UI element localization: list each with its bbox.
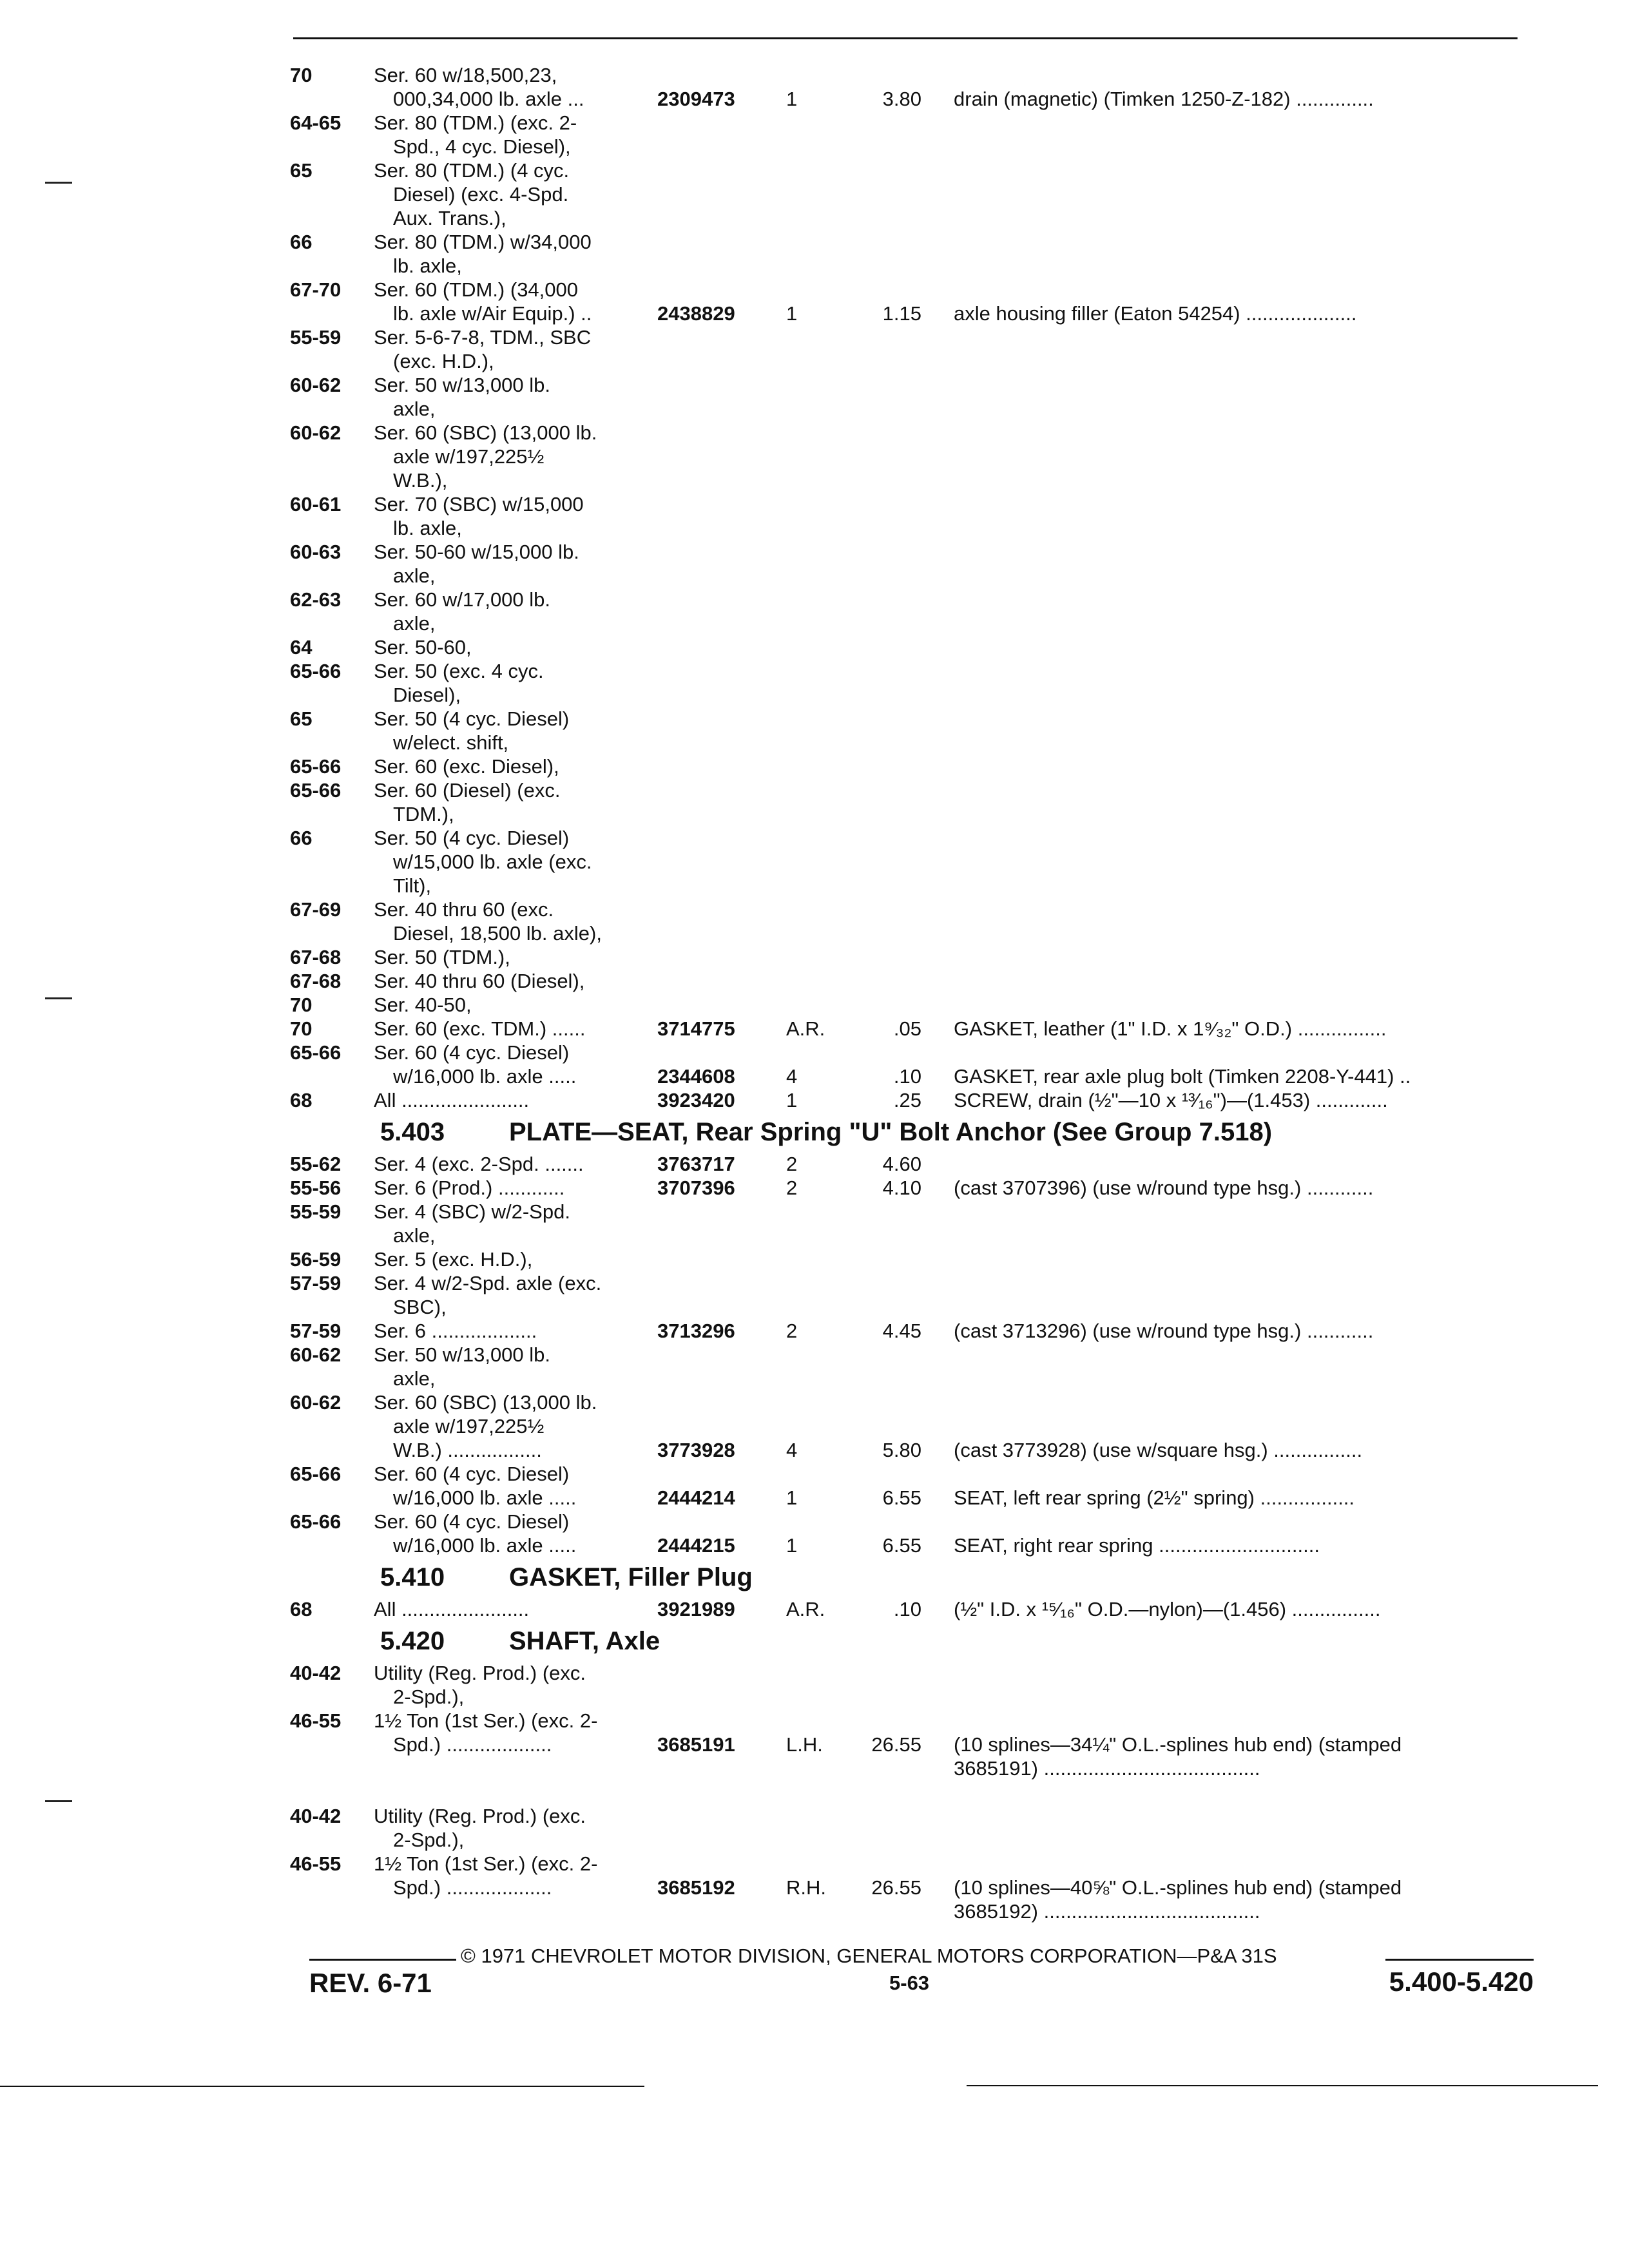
- application-text: Ser. 6 (Prod.) ............: [374, 1177, 565, 1199]
- list-item: [284, 1247, 1547, 1271]
- part-description: GASKET, leather (1" I.D. x 1⁹⁄₃₂" O.D.) ................: [954, 1017, 1387, 1040]
- list-item: [284, 373, 1547, 397]
- list-item: [284, 778, 1547, 802]
- list-item: [284, 302, 1547, 325]
- part-description: SEAT, right rear spring .............................: [954, 1534, 1320, 1557]
- model-years: 64: [290, 636, 313, 658]
- application-text: Ser. 50 (4 cyc. Diesel): [374, 827, 570, 849]
- application-text: Ser. 60 w/18,500,23,: [374, 64, 557, 86]
- model-years: 70: [290, 1017, 313, 1040]
- list-item: [284, 1756, 1547, 1780]
- list-item: [284, 945, 1547, 969]
- part-number: 3685192: [657, 1876, 735, 1899]
- list-item: [284, 1414, 1547, 1438]
- list-item: [284, 254, 1547, 278]
- price: 5.80: [882, 1439, 921, 1461]
- quantity: 1: [786, 1089, 798, 1111]
- margin-tick: [45, 182, 72, 184]
- application-text: w/elect. shift,: [393, 731, 509, 754]
- list-item: [284, 540, 1547, 564]
- model-years: 60-63: [290, 541, 342, 563]
- part-number: 2438829: [657, 302, 735, 325]
- quantity: 2: [786, 1177, 798, 1199]
- price: 4.60: [882, 1153, 921, 1175]
- application-text: Ser. 60 w/17,000 lb.: [374, 588, 551, 611]
- part-number: 2309473: [657, 88, 735, 110]
- application-text: Ser. 50 (4 cyc. Diesel): [374, 707, 570, 730]
- list-item: [284, 1064, 1547, 1088]
- part-description: SCREW, drain (½"—10 x ¹³⁄₁₆")—(1.453) .............: [954, 1089, 1388, 1111]
- quantity: 4: [786, 1065, 798, 1088]
- application-text: W.B.) .................: [393, 1439, 542, 1461]
- model-years: 66: [290, 827, 313, 849]
- model-years: 46-55: [290, 1852, 342, 1875]
- list-item: [284, 659, 1547, 683]
- application-text: Ser. 60 (4 cyc. Diesel): [374, 1041, 570, 1064]
- section-heading: [284, 1112, 1547, 1152]
- part-number: 3714775: [657, 1017, 735, 1040]
- price: 4.45: [882, 1320, 921, 1342]
- list-item: [284, 1224, 1547, 1247]
- price: 6.55: [882, 1534, 921, 1557]
- application-text: 000,34,000 lb. axle ...: [393, 88, 584, 110]
- list-item: [284, 182, 1547, 206]
- application-text: W.B.),: [393, 469, 448, 492]
- revision-label: REV. 6-71: [309, 1968, 432, 1998]
- model-years: 65-66: [290, 779, 342, 802]
- list-item: [284, 397, 1547, 421]
- list-item: [284, 1804, 1547, 1828]
- application-text: Utility (Reg. Prod.) (exc.: [374, 1805, 586, 1827]
- list-item: [284, 421, 1547, 445]
- part-description: (cast 3713296) (use w/round type hsg.) ............: [954, 1320, 1374, 1342]
- part-number: 3921989: [657, 1598, 735, 1620]
- part-description: (10 splines—34¼" O.L.-splines hub end) (stamped: [954, 1733, 1402, 1756]
- model-years: 64-65: [290, 111, 342, 134]
- section-title: SHAFT, Axle: [509, 1627, 660, 1655]
- model-years: 67-68: [290, 970, 342, 992]
- application-text: w/15,000 lb. axle (exc.: [393, 850, 592, 873]
- application-text: Ser. 70 (SBC) w/15,000: [374, 493, 584, 515]
- model-years: 65-66: [290, 1510, 342, 1533]
- application-text: Diesel, 18,500 lb. axle),: [393, 922, 602, 945]
- list-item: [284, 850, 1547, 874]
- model-years: 65: [290, 707, 313, 730]
- part-number: 2444215: [657, 1534, 735, 1557]
- quantity: 1: [786, 1534, 798, 1557]
- list-item: [284, 230, 1547, 254]
- model-years: 60-62: [290, 421, 342, 444]
- quantity: 1: [786, 302, 798, 325]
- model-years: 60-61: [290, 493, 342, 515]
- application-text: Ser. 40 thru 60 (Diesel),: [374, 970, 585, 992]
- application-text: All .......................: [374, 1598, 530, 1620]
- list-item: [284, 492, 1547, 516]
- list-item: [284, 468, 1547, 492]
- list-item: [284, 1390, 1547, 1414]
- list-item: [284, 683, 1547, 707]
- price: .25: [893, 1089, 921, 1111]
- section-number: 5.420: [380, 1627, 445, 1655]
- application-text: Diesel) (exc. 4-Spd.: [393, 183, 569, 206]
- model-years: 60-62: [290, 374, 342, 396]
- application-text: TDM.),: [393, 803, 454, 825]
- application-text: axle,: [393, 612, 436, 635]
- list-item: [284, 921, 1547, 945]
- list-item: [284, 1899, 1547, 1923]
- part-description: (cast 3707396) (use w/round type hsg.) ............: [954, 1177, 1374, 1199]
- list-item: [284, 206, 1547, 230]
- quantity: 1: [786, 1486, 798, 1509]
- price: 6.55: [882, 1486, 921, 1509]
- application-text: axle,: [393, 398, 436, 420]
- application-text: axle,: [393, 1367, 436, 1390]
- list-item: [284, 1733, 1547, 1756]
- part-number: 3707396: [657, 1177, 735, 1199]
- price: .10: [893, 1065, 921, 1088]
- application-text: Ser. 60 (4 cyc. Diesel): [374, 1463, 570, 1485]
- list-item: [284, 969, 1547, 993]
- list-item: [284, 278, 1547, 302]
- application-text: Ser. 80 (TDM.) w/34,000: [374, 231, 592, 253]
- list-item: [284, 1152, 1547, 1176]
- model-years: 65-66: [290, 1041, 342, 1064]
- price: 4.10: [882, 1177, 921, 1199]
- model-years: 46-55: [290, 1709, 342, 1732]
- top-rule: [293, 37, 1518, 39]
- application-text: Ser. 4 (SBC) w/2-Spd.: [374, 1200, 570, 1223]
- application-text: w/16,000 lb. axle .....: [393, 1534, 577, 1557]
- list-item: [284, 1367, 1547, 1390]
- part-description: (½" I.D. x ¹⁵⁄₁₆" O.D.—nylon)—(1.456) ................: [954, 1598, 1381, 1620]
- application-text: Ser. 50-60 w/15,000 lb.: [374, 541, 579, 563]
- application-text: axle w/197,225½: [393, 1415, 545, 1437]
- part-description: 3685192) .......................................: [954, 1900, 1260, 1923]
- margin-tick: [45, 1800, 72, 1802]
- list-item: [284, 1852, 1547, 1876]
- part-description: drain (magnetic) (Timken 1250-Z-182) ..............: [954, 88, 1374, 110]
- application-text: lb. axle,: [393, 517, 462, 539]
- quantity: R.H.: [786, 1876, 826, 1899]
- bottom-rule-left: [0, 2086, 644, 2087]
- model-years: 57-59: [290, 1272, 342, 1294]
- model-years: 65-66: [290, 1463, 342, 1485]
- list-item: [284, 1088, 1547, 1112]
- list-item: [284, 516, 1547, 540]
- footer-rule-left: [309, 1959, 456, 1961]
- list-item: [284, 754, 1547, 778]
- list-item: [284, 874, 1547, 898]
- list-item: [284, 1685, 1547, 1709]
- application-text: Spd.) ...................: [393, 1876, 552, 1899]
- bottom-rule-right: [967, 2085, 1598, 2086]
- list-item: [284, 826, 1547, 850]
- section-heading: [284, 1621, 1547, 1661]
- list-item: [284, 1597, 1547, 1621]
- list-item: [284, 325, 1547, 349]
- model-years: 70: [290, 64, 313, 86]
- application-text: w/16,000 lb. axle .....: [393, 1486, 577, 1509]
- parts-list: [284, 63, 1547, 1923]
- list-item: [284, 635, 1547, 659]
- list-item: [284, 1709, 1547, 1733]
- section-number: 5.410: [380, 1563, 445, 1591]
- application-text: Ser. 60 (Diesel) (exc.: [374, 779, 561, 802]
- application-text: Utility (Reg. Prod.) (exc.: [374, 1662, 586, 1684]
- price: 26.55: [871, 1733, 921, 1756]
- application-text: w/16,000 lb. axle .....: [393, 1065, 577, 1088]
- application-text: Ser. 5-6-7-8, TDM., SBC: [374, 326, 592, 349]
- application-text: 2-Spd.),: [393, 1686, 465, 1708]
- list-item: [284, 707, 1547, 731]
- quantity: A.R.: [786, 1017, 825, 1040]
- model-years: 55-62: [290, 1153, 342, 1175]
- quantity: 4: [786, 1439, 798, 1461]
- application-text: Ser. 40 thru 60 (exc.: [374, 898, 554, 921]
- quantity: 1: [786, 88, 798, 110]
- application-text: Ser. 40-50,: [374, 994, 472, 1016]
- price: 26.55: [871, 1876, 921, 1899]
- application-text: SBC),: [393, 1296, 447, 1318]
- list-item: [284, 1176, 1547, 1200]
- list-item: [284, 564, 1547, 588]
- model-years: 55-56: [290, 1177, 342, 1199]
- application-text: 1½ Ton (1st Ser.) (exc. 2-: [374, 1709, 598, 1732]
- application-text: Aux. Trans.),: [393, 207, 506, 229]
- copyright-line: © 1971 CHEVROLET MOTOR DIVISION, GENERAL MOTORS CORPORATION—P&A 31S: [461, 1945, 1277, 1967]
- part-description: (cast 3773928) (use w/square hsg.) ................: [954, 1439, 1363, 1461]
- list-item: [284, 1661, 1547, 1685]
- application-text: axle,: [393, 1224, 436, 1247]
- section-range: 5.400-5.420: [1389, 1966, 1534, 1997]
- model-years: 40-42: [290, 1805, 342, 1827]
- model-years: 68: [290, 1598, 313, 1620]
- application-text: Ser. 80 (TDM.) (exc. 2-: [374, 111, 577, 134]
- list-item: [284, 349, 1547, 373]
- model-years: 67-69: [290, 898, 342, 921]
- application-text: Spd.) ...................: [393, 1733, 552, 1756]
- part-number: 3713296: [657, 1320, 735, 1342]
- model-years: 68: [290, 1089, 313, 1111]
- model-years: 67-68: [290, 946, 342, 968]
- list-item: [284, 1041, 1547, 1064]
- section-heading: [284, 1557, 1547, 1597]
- model-years: 62-63: [290, 588, 342, 611]
- list-item: [284, 1271, 1547, 1295]
- list-item: [284, 1343, 1547, 1367]
- part-description: (10 splines—40⅝" O.L.-splines hub end) (stamped: [954, 1876, 1402, 1899]
- list-item: [284, 87, 1547, 111]
- list-item: [284, 1780, 1547, 1804]
- part-description: 3685191) .......................................: [954, 1757, 1260, 1780]
- section-number: 5.403: [380, 1118, 445, 1146]
- list-item: [284, 1017, 1547, 1041]
- application-text: Ser. 6 ...................: [374, 1320, 537, 1342]
- application-text: Spd., 4 cyc. Diesel),: [393, 135, 571, 158]
- application-text: Tilt),: [393, 874, 432, 897]
- list-item: [284, 1828, 1547, 1852]
- price: .10: [893, 1598, 921, 1620]
- part-description: axle housing filler (Eaton 54254) ....................: [954, 302, 1357, 325]
- model-years: 55-59: [290, 1200, 342, 1223]
- application-text: All .......................: [374, 1089, 530, 1111]
- part-number: 3923420: [657, 1089, 735, 1111]
- application-text: Ser. 60 (SBC) (13,000 lb.: [374, 421, 597, 444]
- application-text: (exc. H.D.),: [393, 350, 494, 372]
- application-text: Ser. 50 (exc. 4 cyc.: [374, 660, 544, 682]
- list-item: [284, 159, 1547, 182]
- application-text: Ser. 4 (exc. 2-Spd. .......: [374, 1153, 584, 1175]
- application-text: 2-Spd.),: [393, 1829, 465, 1851]
- part-number: 2344608: [657, 1065, 735, 1088]
- application-text: axle,: [393, 564, 436, 587]
- application-text: lb. axle,: [393, 255, 462, 277]
- model-years: 65-66: [290, 660, 342, 682]
- application-text: axle w/197,225½: [393, 445, 545, 468]
- list-item: [284, 1295, 1547, 1319]
- model-years: 56-59: [290, 1248, 342, 1271]
- list-item: [284, 1438, 1547, 1462]
- application-text: Ser. 4 w/2-Spd. axle (exc.: [374, 1272, 602, 1294]
- application-text: Ser. 60 (4 cyc. Diesel): [374, 1510, 570, 1533]
- list-item: [284, 588, 1547, 611]
- price: 1.15: [882, 302, 921, 325]
- list-item: [284, 1510, 1547, 1533]
- application-text: Ser. 60 (SBC) (13,000 lb.: [374, 1391, 597, 1414]
- list-item: [284, 1462, 1547, 1486]
- application-text: Ser. 80 (TDM.) (4 cyc.: [374, 159, 570, 182]
- part-number: 3685191: [657, 1733, 735, 1756]
- application-text: 1½ Ton (1st Ser.) (exc. 2-: [374, 1852, 598, 1875]
- list-item: [284, 993, 1547, 1017]
- model-years: 70: [290, 994, 313, 1016]
- application-text: lb. axle w/Air Equip.) ..: [393, 302, 592, 325]
- list-item: [284, 1319, 1547, 1343]
- list-item: [284, 63, 1547, 87]
- model-years: 57-59: [290, 1320, 342, 1342]
- model-years: 67-70: [290, 278, 342, 301]
- application-text: Diesel),: [393, 684, 461, 706]
- list-item: [284, 135, 1547, 159]
- part-description: SEAT, left rear spring (2½" spring) .................: [954, 1486, 1355, 1509]
- list-item: [284, 731, 1547, 754]
- margin-tick: [45, 997, 72, 999]
- section-title: PLATE—SEAT, Rear Spring "U" Bolt Anchor (See Group 7.518): [509, 1118, 1273, 1146]
- model-years: 60-62: [290, 1343, 342, 1366]
- list-item: [284, 1533, 1547, 1557]
- model-years: 66: [290, 231, 313, 253]
- part-description: GASKET, rear axle plug bolt (Timken 2208-Y-441) ..: [954, 1065, 1411, 1088]
- footer-rule-right: [1385, 1959, 1534, 1961]
- application-text: Ser. 50 (TDM.),: [374, 946, 510, 968]
- quantity: A.R.: [786, 1598, 825, 1620]
- model-years: 60-62: [290, 1391, 342, 1414]
- application-text: Ser. 60 (TDM.) (34,000: [374, 278, 579, 301]
- quantity: L.H.: [786, 1733, 823, 1756]
- list-item: [284, 1876, 1547, 1899]
- list-item: [284, 802, 1547, 826]
- model-years: 65-66: [290, 755, 342, 778]
- application-text: Ser. 60 (exc. TDM.) ......: [374, 1017, 586, 1040]
- part-number: 3773928: [657, 1439, 735, 1461]
- page-number: 5-63: [889, 1972, 930, 1994]
- list-item: [284, 111, 1547, 135]
- price: 3.80: [882, 88, 921, 110]
- price: .05: [893, 1017, 921, 1040]
- list-item: [284, 445, 1547, 468]
- application-text: Ser. 50-60,: [374, 636, 472, 658]
- quantity: 2: [786, 1153, 798, 1175]
- part-number: 2444214: [657, 1486, 735, 1509]
- list-item: [284, 1486, 1547, 1510]
- list-item: [284, 898, 1547, 921]
- model-years: 40-42: [290, 1662, 342, 1684]
- application-text: Ser. 60 (exc. Diesel),: [374, 755, 559, 778]
- model-years: 55-59: [290, 326, 342, 349]
- quantity: 2: [786, 1320, 798, 1342]
- application-text: Ser. 50 w/13,000 lb.: [374, 374, 551, 396]
- section-title: GASKET, Filler Plug: [509, 1563, 753, 1591]
- part-number: 3763717: [657, 1153, 735, 1175]
- list-item: [284, 1200, 1547, 1224]
- list-item: [284, 611, 1547, 635]
- application-text: Ser. 50 w/13,000 lb.: [374, 1343, 551, 1366]
- model-years: 65: [290, 159, 313, 182]
- application-text: Ser. 5 (exc. H.D.),: [374, 1248, 533, 1271]
